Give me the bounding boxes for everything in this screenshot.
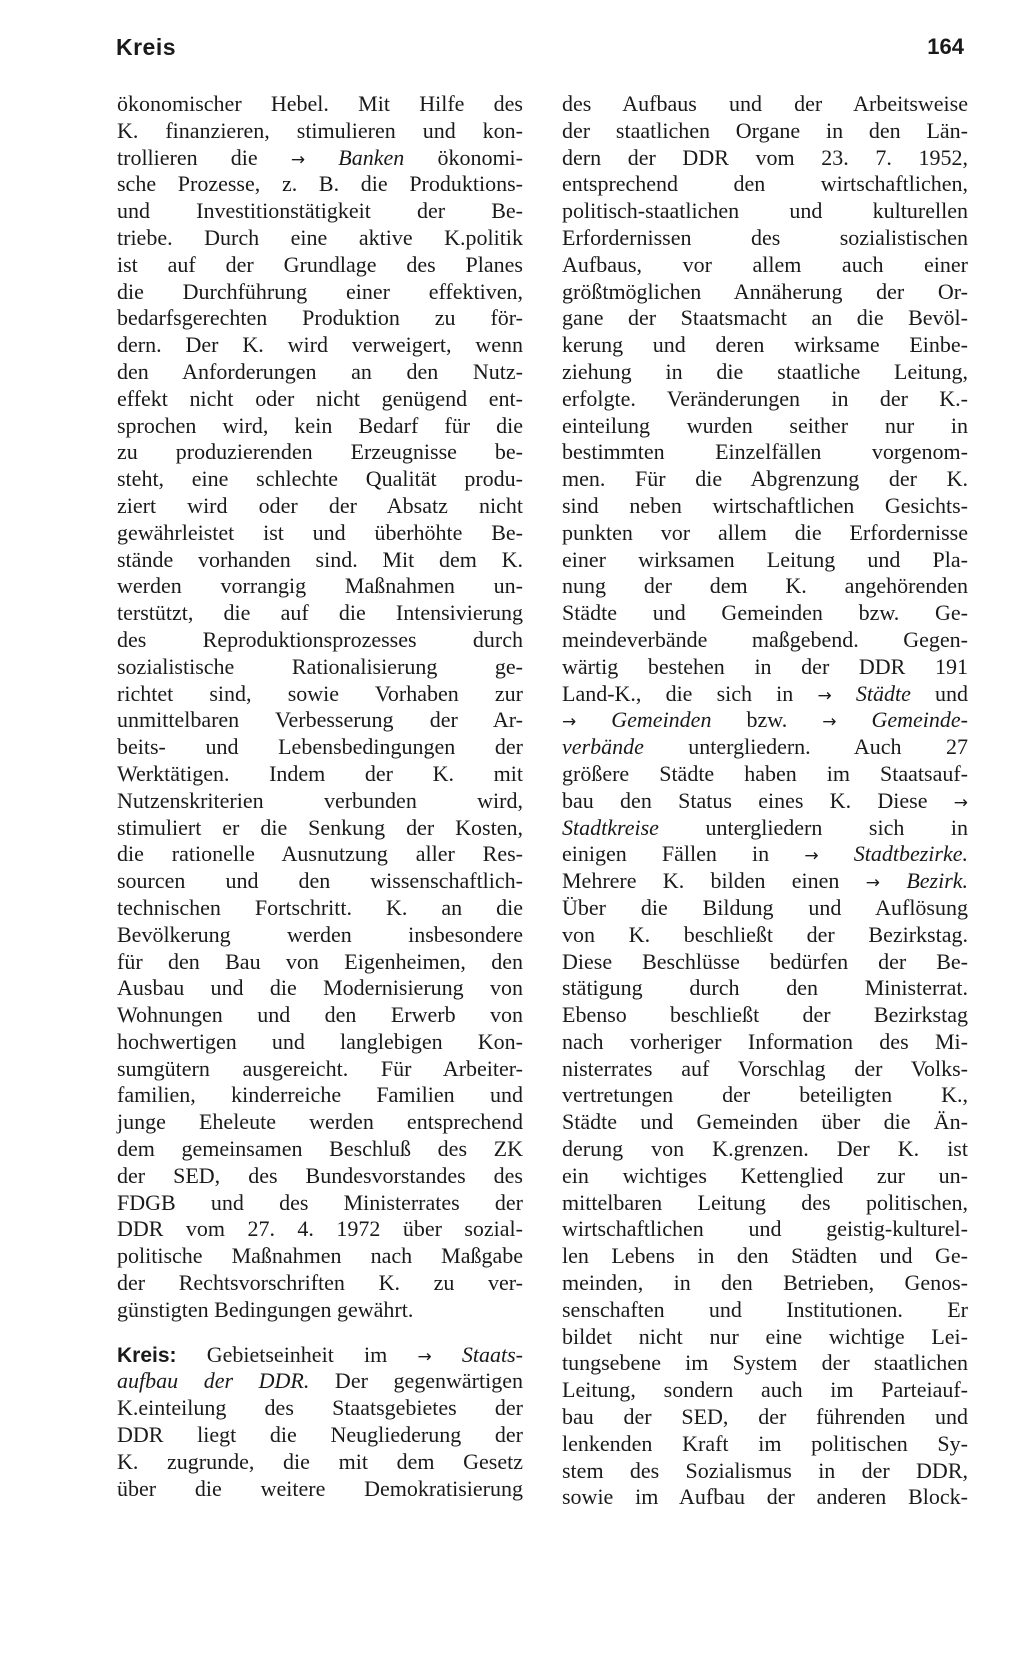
text-line: bildet nicht nur eine wichtige Lei- bbox=[562, 1323, 968, 1349]
text-line: Leitung, sondern auch im Parteiauf- bbox=[562, 1377, 968, 1403]
text-line: werden vorrangig Maßnahmen un- bbox=[117, 573, 523, 599]
text-line: effekt nicht oder nicht genügend ent- bbox=[117, 385, 523, 411]
text-line: DDR vom 27. 4. 1972 über sozial- bbox=[117, 1216, 523, 1242]
text-line: dem gemeinsamen Beschluß des ZK bbox=[117, 1136, 523, 1162]
text-line: K. zugrunde, die mit dem Gesetz bbox=[117, 1448, 523, 1474]
text-line: Nutzenskriterien verbunden wird, bbox=[117, 787, 523, 813]
text-line: Über die Bildung und Auflösung bbox=[562, 894, 968, 920]
text-line: über die weitere Demokratisierung bbox=[117, 1475, 523, 1501]
arrow-icon: → bbox=[562, 712, 577, 733]
text-line: gane der Staatsmacht an die Bevöl- bbox=[562, 305, 968, 331]
text-line: vertretungen der beteiligten K., bbox=[562, 1082, 968, 1108]
text-line: Wohnungen und den Erwerb von bbox=[117, 1002, 523, 1028]
text-line: bedarfsgerechten Produktion zu för- bbox=[117, 305, 523, 331]
text-line: meinden, in den Betrieben, Genos- bbox=[562, 1270, 968, 1296]
text-line: Städte und Gemeinden bzw. Ge- bbox=[562, 600, 968, 626]
text-line: Erfordernissen des sozialistischen bbox=[562, 224, 968, 250]
text-line: dern der DDR vom 23. 7. 1952, bbox=[562, 144, 968, 170]
text-line: ziert wird oder der Absatz nicht bbox=[117, 492, 523, 518]
text-line: zu produzierenden Erzeugnisse be- bbox=[117, 439, 523, 465]
right-column bbox=[562, 91, 968, 1511]
cross-reference: Gemeinden bbox=[611, 707, 712, 733]
text-line: die rationelle Ausnutzung aller Res- bbox=[117, 841, 523, 867]
text-line: Land-K., die sich in → Städte und bbox=[562, 680, 969, 706]
text-line: lenkenden Kraft im politischen Sy- bbox=[562, 1430, 968, 1456]
text-line: → Gemeinden bzw. → Gemeinde- bbox=[562, 707, 968, 733]
text-line: Bevölkerung werden insbesondere bbox=[117, 921, 523, 947]
text-line: sumgütern ausgereicht. Für Arbeiter- bbox=[117, 1055, 523, 1081]
text-line: stem des Sozialismus in der DDR, bbox=[562, 1457, 968, 1483]
text-line: nung der dem K. angehörenden bbox=[562, 573, 968, 599]
text-line: politisch-staatlichen und kulturellen bbox=[562, 198, 968, 224]
text-line: Ebenso beschließt der Bezirkstag bbox=[562, 1002, 968, 1028]
text-line: nach vorheriger Information des Mi- bbox=[562, 1028, 968, 1054]
cross-reference: Banken bbox=[338, 144, 405, 170]
text-line: richtet sind, sowie Vorhaben zur bbox=[117, 680, 523, 706]
text-line: von K. beschließt der Bezirkstag. bbox=[562, 921, 968, 947]
text-line: für den Bau von Eigenheimen, den bbox=[117, 948, 523, 974]
text-line: bestimmten Einzelfällen vorgenom- bbox=[562, 439, 968, 465]
text-line: senschaften und Institutionen. Er bbox=[562, 1296, 968, 1322]
text-line: sche Prozesse, z. B. die Produktions- bbox=[117, 171, 523, 197]
text-line: terstützt, die auf die Intensivierung bbox=[117, 600, 523, 626]
cross-reference: aufbau der DDR. bbox=[117, 1368, 310, 1394]
text-line: Aufbaus, vor allem auch einer bbox=[562, 251, 968, 277]
text-line: familien, kinderreiche Familien und bbox=[117, 1082, 523, 1108]
text-line: bau der SED, der führenden und bbox=[562, 1404, 968, 1430]
text-line: ökonomischer Hebel. Mit Hilfe des bbox=[117, 91, 523, 116]
header-keyword: Kreis bbox=[116, 34, 177, 60]
text-line: hochwertigen und langlebigen Kon- bbox=[117, 1028, 523, 1054]
text-line: größere Städte haben im Staatsauf- bbox=[562, 760, 968, 786]
text-line: steht, eine schlechte Qualität produ- bbox=[117, 466, 523, 492]
text-line: und Investitionstätigkeit der Be- bbox=[117, 198, 523, 224]
arrow-icon: → bbox=[817, 685, 832, 706]
text-line: dern. Der K. wird verweigert, wenn bbox=[117, 332, 523, 358]
text-line: men. Für die Abgrenzung der K. bbox=[562, 466, 968, 492]
text-line: sozialistische Rationalisierung ge- bbox=[117, 653, 523, 679]
text-line: des Aufbaus und der Arbeitsweise bbox=[562, 91, 968, 116]
cross-reference: Staats- bbox=[461, 1341, 524, 1367]
text-line: K. finanzieren, stimulieren und kon- bbox=[117, 117, 523, 143]
text-line: K.einteilung des Staatsgebietes der bbox=[117, 1395, 523, 1421]
arrow-icon: → bbox=[417, 1346, 432, 1367]
running-header bbox=[116, 30, 964, 70]
cross-reference: Bezirk. bbox=[906, 868, 969, 894]
text-line: die Durchführung einer effektiven, bbox=[117, 278, 523, 304]
paragraph-kredit-continued bbox=[117, 91, 523, 1324]
text-line: triebe. Durch eine aktive K.politik bbox=[117, 224, 523, 250]
left-column bbox=[117, 91, 523, 1502]
text-line: Ausbau und die Modernisierung von bbox=[117, 975, 523, 1001]
cross-reference: Stadtbezirke. bbox=[853, 841, 968, 867]
text-line: junge Eheleute werden entsprechend bbox=[117, 1109, 523, 1135]
text-line: einer wirksamen Leitung und Pla- bbox=[562, 546, 968, 572]
cross-reference: Gemeinde- bbox=[871, 707, 968, 733]
text-line: politische Maßnahmen nach Maßgabe bbox=[117, 1243, 523, 1269]
text-line: beits- und Lebensbedingungen der bbox=[117, 734, 523, 760]
text-line: Diese Beschlüsse bedürfen der Be- bbox=[562, 948, 968, 974]
entry-kreis bbox=[117, 1342, 523, 1503]
text-line: mittelbaren Leitung des politischen, bbox=[562, 1189, 968, 1215]
text-line: einteilung wurden seither nur in bbox=[562, 412, 968, 438]
text-line: der SED, des Bundesvorstandes des bbox=[117, 1162, 523, 1188]
text-line: Werktätigen. Indem der K. mit bbox=[117, 760, 523, 786]
arrow-icon: → bbox=[290, 149, 306, 170]
text-line: ist auf der Grundlage des Planes bbox=[117, 251, 523, 277]
cross-reference: Stadtkreise bbox=[562, 814, 659, 840]
text-line: der staatlichen Organe in den Län- bbox=[562, 117, 968, 143]
arrow-icon: → bbox=[822, 712, 837, 733]
text-line: erfolgte. Veränderungen in der K.- bbox=[562, 385, 968, 411]
text-line: verbände untergliedern. Auch 27 bbox=[562, 734, 968, 760]
text-line: wirtschaftlichen und geistig-kulturel- bbox=[562, 1216, 968, 1242]
text-line: trollieren die → Banken ökonomi- bbox=[117, 144, 523, 170]
text-line: Kreis: Gebietseinheit im → Staats- bbox=[117, 1341, 524, 1367]
text-line: len Lebens in den Städten und Ge- bbox=[562, 1243, 968, 1269]
entry-term: Kreis: bbox=[117, 1343, 177, 1367]
text-line: unmittelbaren Verbesserung der Ar- bbox=[117, 707, 523, 733]
text-line: des Reproduktionsprozesses durch bbox=[117, 626, 523, 652]
text-line: der Rechtsvorschriften K. zu ver- bbox=[117, 1270, 523, 1296]
text-line: den Anforderungen an den Nutz- bbox=[117, 358, 523, 384]
text-line: stimuliert er die Senkung der Kosten, bbox=[117, 814, 523, 840]
arrow-icon: → bbox=[953, 792, 968, 813]
text-line: wärtig bestehen in der DDR 191 bbox=[562, 653, 968, 679]
text-line: stände vorhanden sind. Mit dem K. bbox=[117, 546, 523, 572]
cross-reference: Städte bbox=[855, 680, 911, 706]
text-line: bau den Status eines K. Diese → bbox=[562, 787, 968, 813]
text-line: ein wichtiges Kettenglied zur un- bbox=[562, 1162, 968, 1188]
text-line: entsprechend den wirtschaftlichen, bbox=[562, 171, 968, 197]
text-line: Mehrere K. bilden einen → Bezirk. bbox=[562, 868, 969, 894]
text-line: ziehung in die staatliche Leitung, bbox=[562, 358, 968, 384]
text-line: FDGB und des Ministerrates der bbox=[117, 1189, 523, 1215]
text-line: stätigung durch den Ministerrat. bbox=[562, 975, 968, 1001]
text-line: sprochen wird, kein Bedarf für die bbox=[117, 412, 523, 438]
text-line: günstigten Bedingungen gewährt. bbox=[117, 1296, 414, 1322]
text-line: einigen Fällen in → Stadtbezirke. bbox=[562, 841, 968, 867]
text-line: sowie im Aufbau der anderen Block- bbox=[562, 1484, 968, 1510]
text-line: sind neben wirtschaftlichen Gesichts- bbox=[562, 492, 968, 518]
text-line: kerung und deren wirksame Einbe- bbox=[562, 332, 968, 358]
text-line: meindeverbände maßgebend. Gegen- bbox=[562, 626, 968, 652]
arrow-icon: → bbox=[804, 846, 819, 867]
page-number: 164 bbox=[927, 34, 964, 59]
text-line: derung von K.grenzen. Der K. ist bbox=[562, 1136, 968, 1162]
text-line: punkten vor allem die Erfordernisse bbox=[562, 519, 968, 545]
text-line: aufbau der DDR. Der gegenwärtigen bbox=[117, 1368, 523, 1394]
text-line: nisterrates auf Vorschlag der Volks- bbox=[562, 1055, 968, 1081]
paragraph-gap bbox=[117, 1324, 523, 1342]
text-line: Stadtkreise untergliedern sich in bbox=[562, 814, 968, 840]
cross-reference: verbände bbox=[562, 734, 644, 760]
text-line: tungsebene im System der staatlichen bbox=[562, 1350, 968, 1376]
text-line: sourcen und den wissenschaftlich- bbox=[117, 868, 523, 894]
text-line: technischen Fortschritt. K. an die bbox=[117, 894, 523, 920]
text-line: gewährleistet ist und überhöhte Be- bbox=[117, 519, 523, 545]
text-line: Städte und Gemeinden über die Än- bbox=[562, 1109, 968, 1135]
arrow-icon: → bbox=[865, 873, 880, 894]
text-line: DDR liegt die Neugliederung der bbox=[117, 1422, 523, 1448]
text-line: größtmöglichen Annäherung der Or- bbox=[562, 278, 968, 304]
